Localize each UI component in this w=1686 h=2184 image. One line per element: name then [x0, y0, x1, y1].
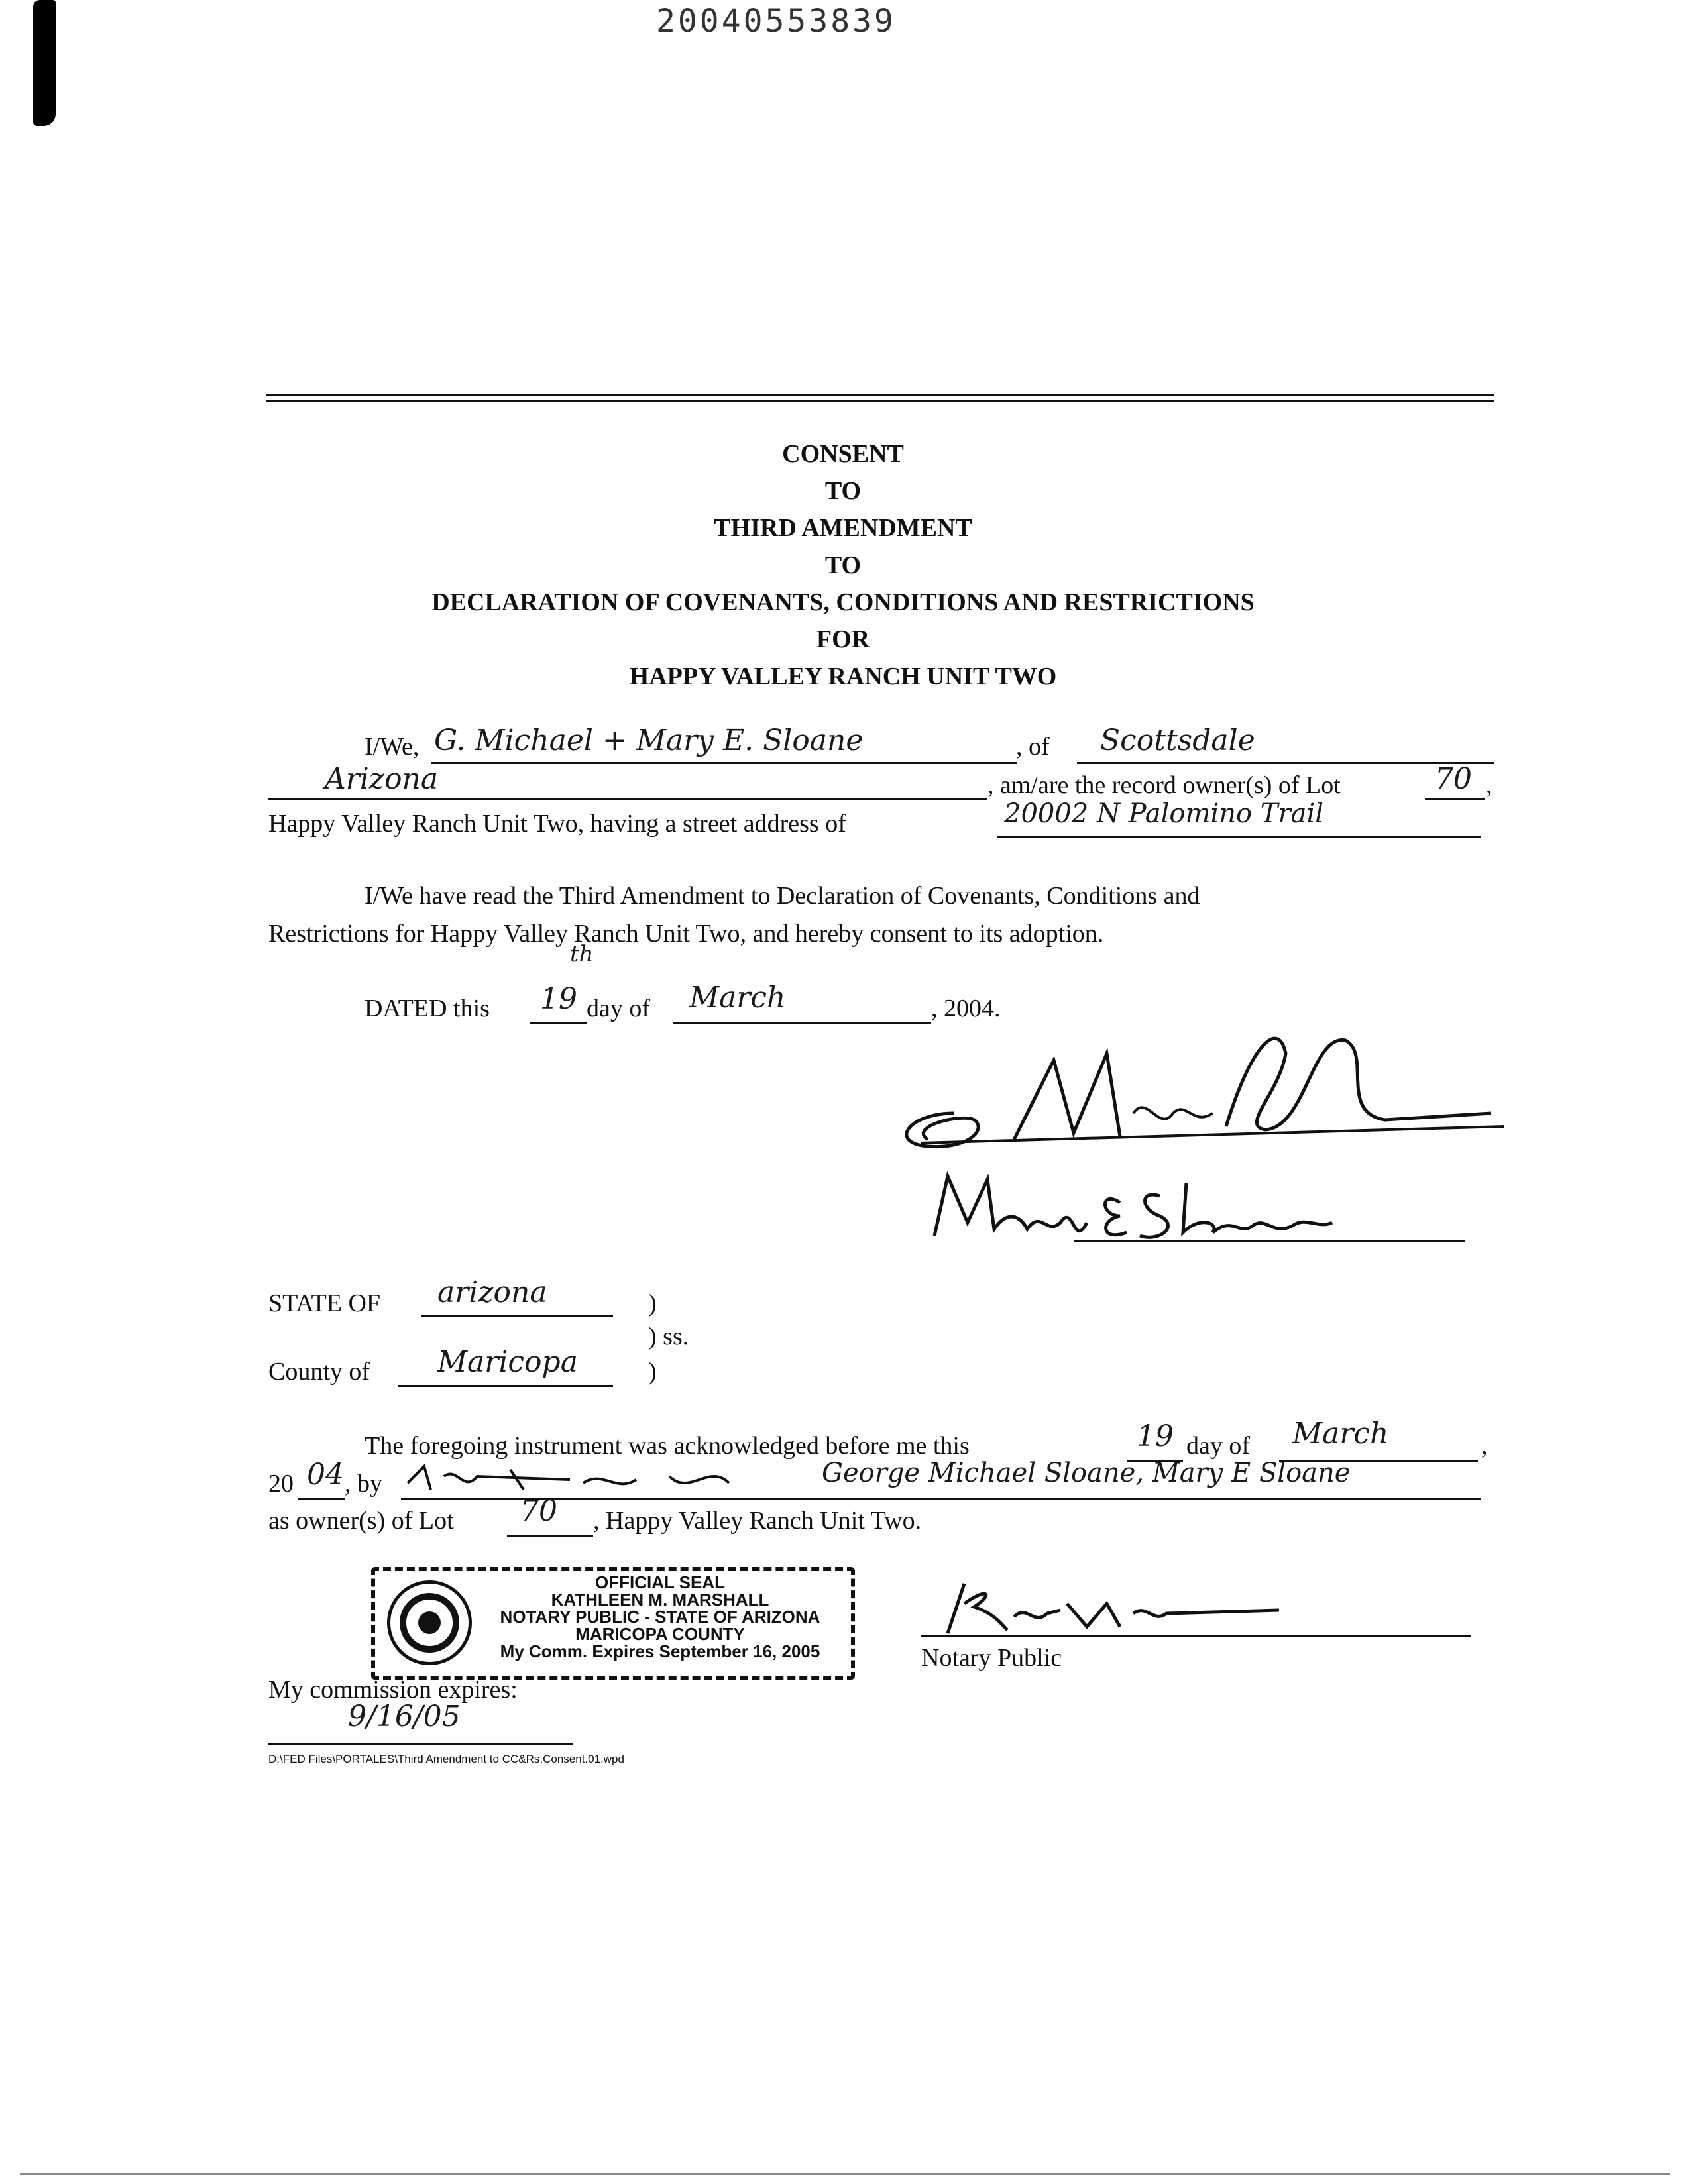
notary-signature-icon [934, 1577, 1306, 1637]
state-seal-icon [387, 1580, 472, 1665]
iwe-label: I/We, [365, 733, 420, 761]
scan-edge-mark [33, 0, 56, 126]
signature-2-icon [921, 1163, 1485, 1249]
signature-1-icon [881, 1014, 1511, 1166]
heading-line-1: CONSENT [782, 440, 904, 468]
ack-year-prefix: 20 [268, 1470, 294, 1498]
ack-day-of-label: day of [1186, 1432, 1251, 1460]
of-label: , of [1016, 733, 1050, 761]
dated-day: 19 [540, 982, 577, 1016]
notary-public-label: Notary Public [921, 1644, 1062, 1672]
comma: , [1486, 771, 1492, 799]
street-address-line [997, 836, 1481, 838]
owner-lot: 70 [1435, 762, 1472, 796]
ack-lot: 70 [520, 1494, 557, 1528]
signature-2 [921, 1163, 1485, 1249]
top-rule-1 [266, 394, 1494, 396]
state-label: STATE OF [268, 1289, 381, 1317]
struck-through-scribble [404, 1463, 775, 1500]
owner-state: Arizona [325, 762, 439, 796]
ack-owners-lot-label: as owner(s) of Lot [268, 1507, 454, 1535]
consent-line-2: Restrictions for Happy Valley Ranch Unit Two, and hereby consent to its adoption. [268, 920, 1104, 948]
top-rule-2 [266, 400, 1494, 402]
county-value-line [398, 1385, 613, 1387]
document-number: 20040553839 [656, 3, 896, 40]
heading-line-6: FOR [816, 626, 870, 653]
seal-line-5: My Comm. Expires September 16, 2005 [500, 1641, 820, 1661]
dated-label: DATED this [365, 995, 490, 1022]
seal-line-1: OFFICIAL SEAL [595, 1572, 725, 1592]
seal-line-3: NOTARY PUBLIC - STATE OF ARIZONA [500, 1607, 820, 1627]
commission-label: My commission expires: [268, 1676, 518, 1704]
ack-day: 19 [1137, 1419, 1174, 1453]
file-path: D:\FED Files\PORTALES\Third Amendment to CC&Rs.Consent.01.wpd [268, 1753, 624, 1765]
ack-owners-lot-suffix: , Happy Valley Ranch Unit Two. [593, 1507, 922, 1535]
paren-top: ) [648, 1289, 657, 1317]
commission-date-line [268, 1743, 573, 1745]
state-value-line [421, 1315, 613, 1317]
owner-names-line [431, 762, 1017, 764]
record-owner-label: , am/are the record owner(s) of Lot [987, 771, 1341, 799]
owner-lot-line [1425, 798, 1485, 800]
dated-month: March [689, 981, 786, 1014]
signature-1 [881, 1014, 1511, 1166]
seal-line-2: KATHLEEN M. MARSHALL [551, 1590, 769, 1610]
scribble-icon [404, 1463, 775, 1500]
ss-label: ) ss. [648, 1323, 689, 1350]
dated-year: , 2004. [931, 995, 1001, 1022]
county-value: Maricopa [437, 1345, 578, 1379]
ack-line-1: The foregoing instrument was acknowledged before me this [365, 1432, 970, 1460]
dated-day-of-label: day of [587, 995, 651, 1022]
subdivision-label: Happy Valley Ranch Unit Two, having a street address of [268, 810, 846, 838]
ack-year-line [298, 1498, 345, 1500]
heading-line-4: TO [824, 551, 862, 579]
commission-date: 9/16/05 [348, 1700, 461, 1733]
owner-city-line [1077, 762, 1494, 764]
seal-text [475, 1574, 846, 1660]
heading-line-5: DECLARATION OF COVENANTS, CONDITIONS AND RESTRICTIONS [431, 588, 1255, 616]
heading-line-3: THIRD AMENDMENT [714, 514, 972, 542]
ack-by-line [401, 1498, 1481, 1500]
street-address: 20002 N Palomino Trail [1004, 798, 1324, 829]
ack-by-label: , by [345, 1470, 382, 1498]
ack-acknowledged-by: George Michael Sloane, Mary E Sloane [822, 1458, 1351, 1488]
county-label: County of [268, 1358, 370, 1386]
dated-day-line [530, 1022, 587, 1024]
notary-signature-line [921, 1635, 1471, 1637]
heading-line-2: TO [824, 477, 862, 505]
notary-seal-stamp [371, 1567, 855, 1680]
ack-year-suffix: 04 [307, 1458, 344, 1492]
ack-month: March [1292, 1417, 1389, 1450]
owner-city: Scottsdale [1100, 724, 1255, 757]
seal-line-4: MARICOPA COUNTY [575, 1624, 745, 1644]
ack-lot-line [507, 1535, 593, 1537]
dated-day-suffix: th [570, 941, 594, 967]
comma-2: , [1481, 1432, 1488, 1460]
heading-line-7: HAPPY VALLEY RANCH UNIT TWO [629, 663, 1057, 690]
state-value: arizona [437, 1276, 547, 1309]
owner-names: G. Michael + Mary E. Sloane [434, 724, 864, 757]
owner-state-line [268, 798, 987, 800]
paren-bottom: ) [648, 1358, 657, 1386]
consent-line-1: I/We have read the Third Amendment to Declaration of Covenants, Conditions and [365, 882, 1200, 910]
notary-signature [934, 1577, 1306, 1637]
scan-bottom-edge [20, 2173, 1670, 2175]
